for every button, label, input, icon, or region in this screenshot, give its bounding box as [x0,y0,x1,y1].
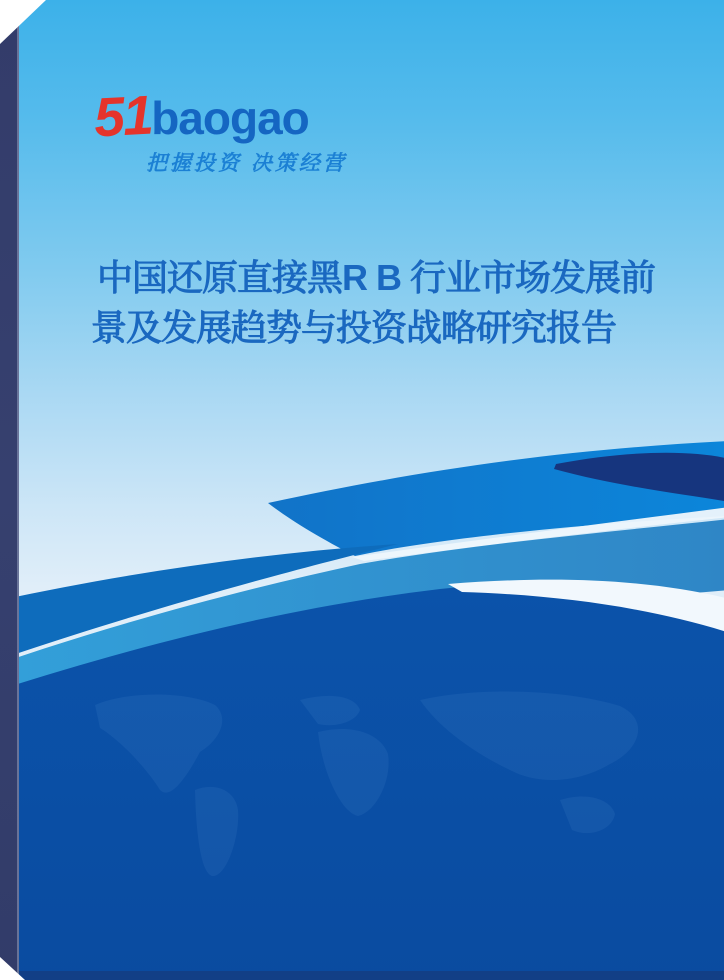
logo-word: baogao [151,92,309,144]
report-title-line2: 景及发展趋势与投资战略研究报告 [91,307,617,348]
brand-tagline: 把握投资 决策经营 [146,152,347,175]
logo-number: 51 [92,83,153,149]
report-title [91,253,671,353]
bottom-edge-shadow [0,971,724,980]
left-spine-strip [0,0,19,980]
report-title-line1: 中国还原直接黑R B 行业市场发展前 [97,257,656,298]
brand-logo [92,83,309,149]
